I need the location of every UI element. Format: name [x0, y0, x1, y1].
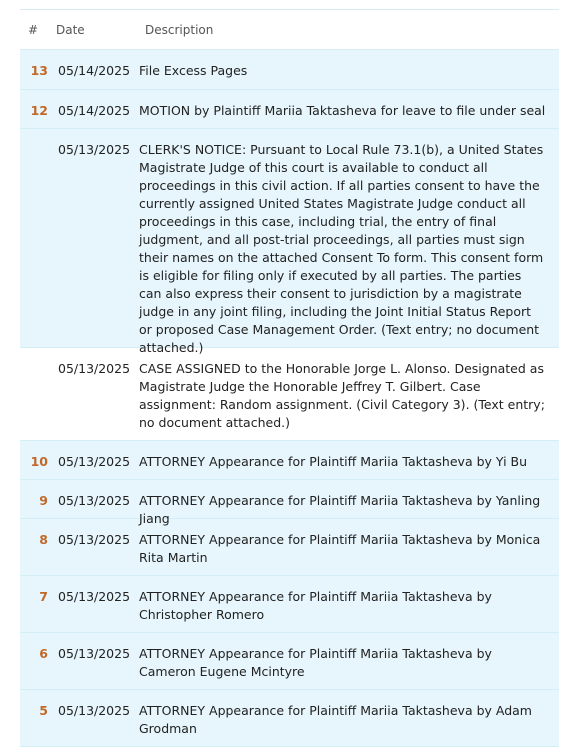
entry-description: ATTORNEY Appearance for Plaintiff Mariia Taktasheva by Monica Rita Martin — [139, 532, 541, 565]
docket-entry-row — [20, 480, 559, 526]
entry-number[interactable]: 8 — [39, 532, 48, 547]
entry-description: ATTORNEY Appearance for Plaintiff Mariia Taktasheva by Cameron Eugene Mcintyre — [139, 646, 492, 679]
docket-entry-row — [20, 129, 559, 355]
entry-date: 05/13/2025 — [58, 142, 131, 157]
entry-description: ATTORNEY Appearance for Plaintiff Mariia Taktasheva by Adam Grodman — [139, 703, 532, 736]
header-description: Description — [145, 22, 214, 37]
entry-description: MOTION by Plaintiff Mariia Taktasheva for leave to file under seal — [139, 103, 546, 118]
entry-number[interactable]: 10 — [30, 454, 48, 469]
entry-number[interactable]: 9 — [39, 493, 48, 508]
docket-entry-row — [20, 576, 559, 633]
entry-number[interactable]: 13 — [30, 63, 48, 78]
entry-date: 05/14/2025 — [58, 103, 131, 118]
entry-description: ATTORNEY Appearance for Plaintiff Mariia Taktasheva by Yi Bu — [139, 454, 528, 469]
entry-date: 05/13/2025 — [58, 703, 131, 718]
entry-date: 05/13/2025 — [58, 589, 131, 604]
docket-entry-row — [20, 348, 559, 441]
docket-entry-row — [20, 441, 559, 480]
docket-entry-row — [20, 633, 559, 690]
entry-date: 05/13/2025 — [58, 532, 131, 547]
entry-date: 05/13/2025 — [58, 493, 131, 508]
entry-number[interactable]: 7 — [39, 589, 48, 604]
entry-date: 05/14/2025 — [58, 63, 131, 78]
docket-header-row — [20, 10, 559, 50]
docket-entry-row — [20, 690, 559, 747]
entry-date: 05/13/2025 — [58, 646, 131, 661]
entry-number[interactable]: 6 — [39, 646, 48, 661]
entry-description: CASE ASSIGNED to the Honorable Jorge L. Alonso. Designated as Magistrate Judge the Honorable Jeffrey T. Gilbert. Case assignment: Random assignment. (Civil Category 3). (Text entry; no document attached.) — [139, 361, 545, 430]
docket-entry-row — [20, 50, 559, 90]
header-date: Date — [56, 22, 85, 37]
entry-number[interactable]: 5 — [39, 703, 48, 718]
entry-description: CLERK'S NOTICE: Pursuant to Local Rule 73.1(b), a United States Magistrate Judge of this court is available to conduct all proceedings in this civil action. If all parties consent to have the currently assigned United States Magistrate Judge conduct all proceedings in this case, including trial, the entry of final judgment, and all post-trial proceedings, all parties must sign their names on the attached Consent To form. This consent form is eligible for filing only if executed by all parties. The parties can also express their consent to jurisdiction by a magistrate judge in any joint filing, including the Joint Initial Status Report or proposed Case Management Order. (Text entry; no document attached.) — [139, 142, 544, 355]
docket-entry-row — [20, 90, 559, 129]
entry-description: ATTORNEY Appearance for Plaintiff Mariia Taktasheva by Christopher Romero — [139, 589, 492, 622]
entry-date: 05/13/2025 — [58, 361, 131, 376]
header-number: # — [28, 22, 39, 37]
entry-description: ATTORNEY Appearance for Plaintiff Mariia Taktasheva by Yanling Jiang — [139, 493, 541, 526]
entry-date: 05/13/2025 — [58, 454, 131, 469]
entry-number[interactable]: 12 — [30, 103, 48, 118]
docket-table — [20, 9, 559, 747]
entry-description: File Excess Pages — [139, 63, 248, 78]
